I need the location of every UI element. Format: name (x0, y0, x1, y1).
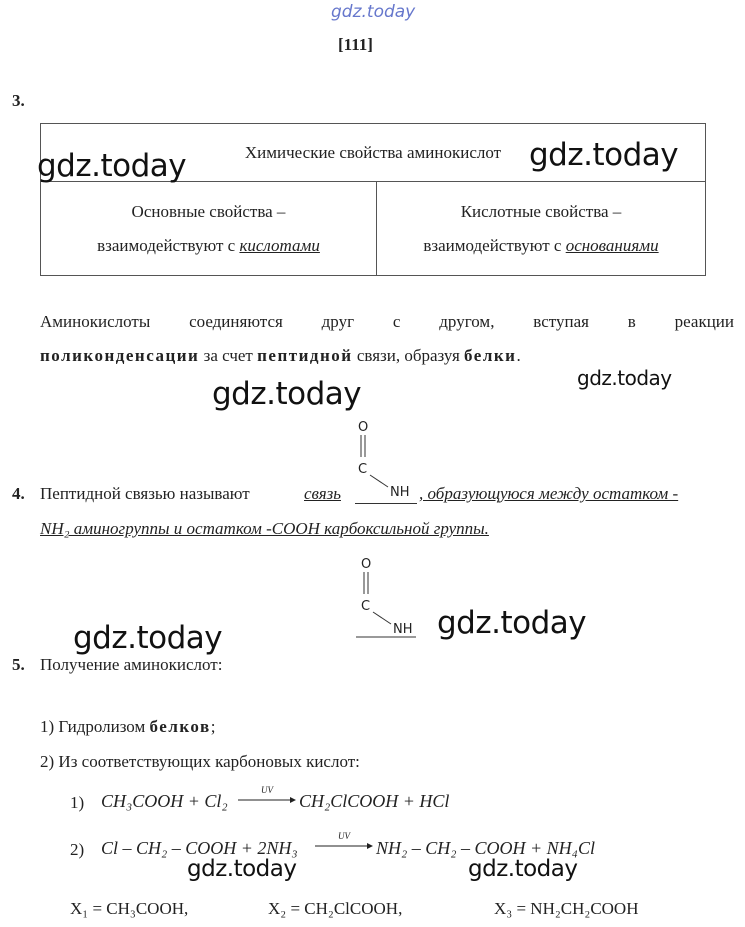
answer-x1: X₁ = CH₃COOH, (70, 899, 189, 918)
peptide-bond-structure-1 (340, 415, 420, 505)
watermark: gdz.today (212, 376, 362, 412)
eq2-arrow-line (315, 842, 373, 850)
para-mid2: связи, образуя (352, 346, 465, 365)
term-proteins: белки (464, 346, 517, 365)
watermark: gdz.today (437, 605, 587, 641)
acidic-properties-cell (377, 182, 706, 276)
eq2-condition: UV (338, 831, 350, 841)
task-4-answer-continuation: , образующуюся между остатком - (419, 484, 679, 503)
watermark: gdz.today (187, 856, 297, 882)
task-5-number: 5. (12, 655, 25, 674)
basic-properties-line2 (42, 229, 375, 263)
task-5-item-1 (40, 717, 215, 737)
watermark: gdz.today (468, 856, 578, 882)
struct2-nh: NH (393, 622, 413, 637)
item1-end: ; (210, 717, 216, 736)
watermark: gdz.today (37, 148, 187, 184)
eq1-arrow-line (238, 796, 296, 804)
struct1-nh: NH (390, 485, 410, 500)
task-4-answer-blank-line (355, 503, 417, 504)
eq1-condition: UV (261, 785, 273, 795)
acidic-properties-answer: основаниями (565, 235, 659, 255)
eq1-arrow (238, 785, 296, 805)
term-polycondensation: поликонденсации (40, 346, 200, 365)
struct1-c: C (358, 462, 368, 477)
task-3-number: 3. (12, 91, 25, 110)
term-peptide: пептидной (257, 346, 353, 365)
struct1-o: O (358, 420, 369, 435)
acidic-properties-line1: Кислотные свойства – (460, 201, 622, 221)
eq2-number: 2) (70, 840, 85, 859)
basic-properties-cell (41, 182, 377, 276)
acidic-properties-line2 (378, 229, 704, 263)
acidic-properties-prefix: взаимодействуют с (423, 235, 566, 255)
struct2-o: O (361, 557, 372, 572)
answer-x3: X₃ = NH₂CH₂COOH (494, 899, 639, 918)
task-3-paragraph-line2 (40, 346, 521, 366)
struct2-cn-bond (373, 612, 391, 624)
struct2-c: C (361, 599, 371, 614)
watermark: gdz.today (577, 366, 672, 390)
watermark: gdz.today (73, 620, 223, 656)
eq1-right: CH₂ClCOOH + HCl (299, 791, 450, 811)
item1-proteins: белков (149, 717, 211, 736)
task-5-item-2: 2) Из соответствующих карбоновых кислот: (40, 752, 360, 771)
answer-x2: X₂ = CH₂ClCOOH, (268, 899, 403, 918)
basic-properties-prefix: взаимодействуют с (97, 235, 240, 255)
peptide-bond-structure-2 (350, 552, 430, 642)
watermark: gdz.today (529, 137, 679, 173)
item1-prefix: 1) Гидролизом (40, 717, 150, 736)
table-title-text: Химические свойства аминокислот (244, 142, 502, 162)
eq2-right: NH₂ – CH₂ – COOH + NH₄Cl (376, 838, 595, 858)
task-4-prefix: Пептидной связью называют (40, 484, 250, 503)
page-number: [111] (338, 35, 373, 54)
para-end: . (516, 346, 521, 365)
eq1-number: 1) (70, 793, 85, 812)
task-4-number: 4. (12, 484, 25, 503)
struct1-cn-bond (370, 475, 388, 487)
eq2-arrow (315, 831, 373, 851)
task-5-title: Получение аминокислот: (40, 655, 223, 674)
site-watermark-top: gdz.today (331, 2, 416, 22)
basic-properties-line1: Основные свойства – (131, 201, 286, 221)
task-3-paragraph-line1: Аминокислоты соединяются друг с другом, вступая в реакции (40, 312, 734, 331)
para-mid1: за счет (199, 346, 258, 365)
task-4-answer-line2: NH₂ аминогруппы и остатком -COOH карбоксильной группы. (40, 519, 489, 538)
task-4-answer-bond: связь (304, 484, 341, 503)
basic-properties-answer: кислотами (239, 235, 320, 255)
eq1-left: CH₃COOH + Cl₂ (101, 791, 228, 811)
eq2-left: Cl – CH₂ – COOH + 2NH₃ (101, 838, 298, 858)
